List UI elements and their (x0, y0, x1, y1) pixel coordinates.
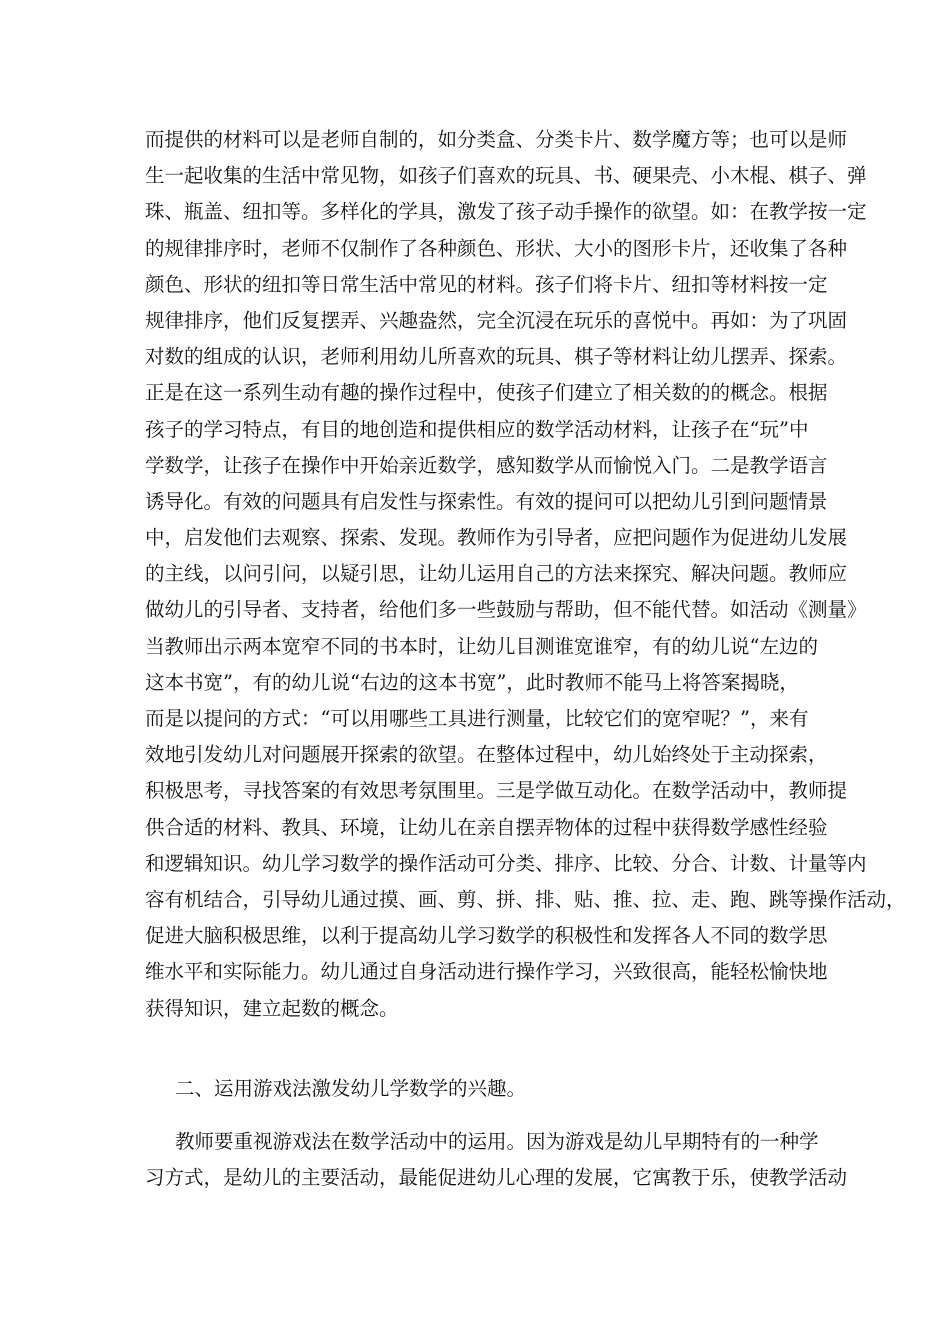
text-line: 孩子的学习特点，有目的地创造和提供相应的数学活动材料，让孩子在“玩”中 (145, 417, 809, 441)
text-line: 促进大脑积极思维，以利于提高幼儿学习数学的积极性和发挥各人不同的数学思 (145, 924, 828, 948)
text-line: 习方式，是幼儿的主要活动，最能促进幼儿心理的发展，它寓教于乐，使教学活动 (145, 1166, 848, 1190)
text-line: 颜色、形状的纽扣等日常生活中常见的材料。孩子们将卡片、纽扣等材料按一定 (145, 272, 828, 296)
text-line: 容有机结合，引导幼儿通过摸、画、剪、拼、排、贴、推、拉、走、跑、跳等操作活动， (145, 887, 906, 911)
paragraph-next (145, 1124, 848, 1196)
paragraph-continuation (145, 122, 906, 1027)
text-line: 生一起收集的生活中常见物，如孩子们喜欢的玩具、书、硬果壳、小木棍、棋子、弹 (145, 164, 867, 188)
text-line: 中，启发他们去观察、探索、发现。教师作为引导者，应把问题作为促进幼儿发展 (145, 526, 848, 550)
text-line: 教师要重视游戏法在数学活动中的运用。因为游戏是幼儿早期特有的一种学 (175, 1130, 819, 1153)
text-line: 当教师出示两本宽窄不同的书本时，让幼儿目测谁宽谁窄，有的幼儿说“左边的 (145, 634, 818, 658)
text-line: 这本书宽”，有的幼儿说“右边的这本书宽”，此时教师不能马上将答案揭晓， (145, 670, 799, 694)
text-line: 而是以提问的方式：“可以用哪些工具进行测量，比较它们的宽窄呢？”，来有 (145, 707, 809, 730)
text-line: 维水平和实际能力。幼儿通过自身活动进行操作学习，兴致很高，能轻松愉快地 (145, 960, 828, 984)
text-line: 效地引发幼儿对问题展开探索的欲望。在整体过程中，幼儿始终处于主动探索， (145, 743, 828, 767)
section-heading: 二、运用游戏法激发幼儿学数学的兴趣。 (175, 1077, 527, 1100)
text-line: 学数学，让孩子在操作中开始亲近数学，感知数学从而愉悦入门。二是教学语言 (145, 453, 828, 477)
text-line: 对数的组成的认识，老师利用幼儿所喜欢的玩具、棋子等材料让幼儿摆弄、探索。 (145, 345, 848, 369)
text-line: 和逻辑知识。幼儿学习数学的操作活动可分类、排序、比较、分合、计数、计量等内 (145, 851, 867, 875)
text-line: 而提供的材料可以是老师自制的，如分类盒、分类卡片、数学魔方等；也可以是师 (145, 128, 848, 151)
text-line: 积极思考，寻找答案的有效思考氛围里。三是学做互动化。在数学活动中，教师提 (145, 779, 848, 803)
text-line: 规律排序，他们反复摆弄、兴趣盎然，完全沉浸在玩乐的喜悦中。再如：为了巩固 (145, 308, 848, 332)
text-line: 正是在这一系列生动有趣的操作过程中，使孩子们建立了相关数的的概念。根据 (145, 381, 828, 405)
text-line: 获得知识，建立起数的概念。 (145, 996, 399, 1020)
text-line: 做幼儿的引导者、支持者，给他们多一些鼓励与帮助，但不能代替。如活动《测量》 (145, 598, 867, 622)
text-line: 珠、瓶盖、纽扣等。多样化的学具，激发了孩子动手操作的欲望。如：在教学按一定 (145, 200, 867, 224)
text-line: 诱导化。有效的问题具有启发性与探索性。有效的提问可以把幼儿引到问题情景 (145, 489, 828, 513)
text-line: 的规律排序时，老师不仅制作了各种颜色、形状、大小的图形卡片，还收集了各种 (145, 236, 848, 260)
section-heading-block (145, 1071, 810, 1107)
text-line: 的主线，以问引问，以疑引思，让幼儿运用自己的方法来探究、解决问题。教师应 (145, 562, 848, 586)
text-line: 供合适的材料、教具、环境，让幼儿在亲自摆弄物体的过程中获得数学感性经验 (145, 815, 828, 839)
